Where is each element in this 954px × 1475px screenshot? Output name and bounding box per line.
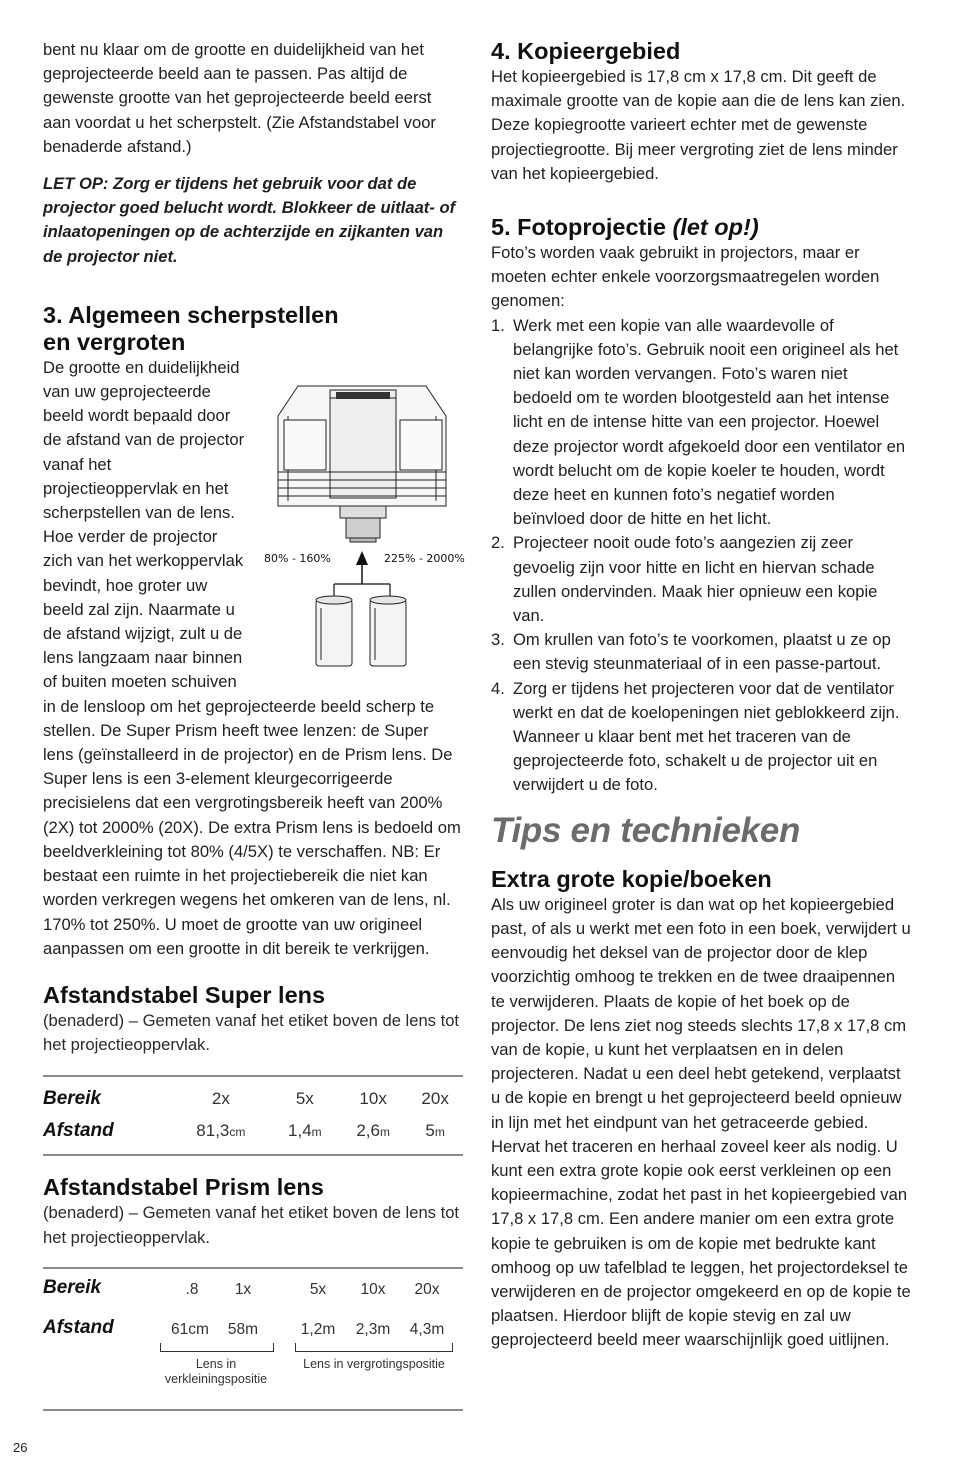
warning-paragraph: LET OP: Zorg er tijdens het gebruik voor dat de projector goed belucht wordt. Blokkeer de uitlaat- of inlaatopeningen op de achterzijde en zijkanten van de projector niet. <box>43 174 456 266</box>
prism-range-cell: 1x <box>234 1280 252 1298</box>
caption-enlargement: Lens in vergrotingspositie <box>303 1356 445 1371</box>
super-distance-cell: 5m <box>425 1121 445 1141</box>
section-3-body: De grootte en duidelijkheid van uw geprojecteerde beeld wordt bepaald door de afstand van de projector vanaf het projectieoppervlak en het scherpstellen van de lens. Hoe verder de projector zich van het werkoppervlak bevindt, hoe groter uw beeld zal zijn. Naarmate u de afstand wijzigt, zult u de lens langzaam naar binnen of buiten moeten schuiven in de lensloop om het geprojecteerde beeld scherp te stellen. De Super Prism heeft twee lenzen: de Super lens (geïnstalleerd in de projector) en de Prism lens. De Super lens is een 3-element kleurgecorrigeerde precisielens dat een vergrotingsbereik heeft van 200% (2X) tot 2000% (20X). De extra Prism lens is bedoeld om beeldverkleining tot 80% (4/5X) te verschaffen. NB: Er bestaat een ruimte in het projectiebereik die niet kan worden verkregen wegens het omkeren van de lens, nl. 170% tot 250%. U moet de grootte van uw origineel aanpassen om een grootte in dit bereik te verkrijgen. <box>43 357 461 958</box>
super-range-cell: 5x <box>295 1089 314 1109</box>
list-item: 3. Om krullen van foto’s te voorkomen, plaatst u ze op een stevig steunmateriaal of in een passe-partout. <box>491 630 891 674</box>
page-number: 26 <box>13 1440 28 1455</box>
prism-table-subtitle: (benaderd) – Gemeten vanaf het etiket boven de lens tot het projectieoppervlak. <box>43 1203 460 1247</box>
list-item: 4. Zorg er tijdens het projecteren voor dat de ventilator werkt en dat de koelopeningen niet geblokkeerd zijn. Wanneer u klaar bent met het traceren van de geprojecteerde foto, schakelt u de projector uit en verwijdert u de foto. <box>491 678 900 795</box>
super-distance-cell: 2,6m <box>356 1121 390 1141</box>
figure-label-reduction: 80% - 160% <box>264 551 331 565</box>
left-column <box>43 38 463 1411</box>
tips-title: Tips en technieken <box>491 810 801 850</box>
section-3-heading <box>43 302 463 356</box>
section-5-heading: 5. Fotoprojectie (let op!) <box>491 214 759 241</box>
super-range-cell: 2x <box>211 1089 230 1109</box>
prism-distance-cell: 1,2m <box>300 1320 336 1338</box>
super-row-label-distance: Afstand <box>43 1120 114 1142</box>
super-distance-cell: 1,4m <box>288 1121 322 1141</box>
projector-lens-figure <box>258 376 468 672</box>
logo-label-plate <box>336 392 390 399</box>
extra-large-heading: Extra grote kopie/boeken <box>491 865 772 892</box>
caption-reduction: Lens in verkleiningspositie <box>164 1356 268 1386</box>
section-3-heading-line2: en vergroten <box>43 328 186 355</box>
prism-table-heading: Afstandstabel Prism lens <box>43 1174 324 1201</box>
list-item: 1. Werk met een kopie van alle waardevolle of belangrijke foto’s. Gebruik nooit een origineel als het niet kan worden vervangen. Foto’s waren niet bedoeld om te worden blootgesteld aan het intense licht en de intense hitte van een projector. Hoewel deze projector wordt afgekoeld door een ventilator en wordt belucht om de kopie koeler te houden, wordt deze heet en kunnen foto’s negatief worden beïnvloed door de hitte en het licht. <box>491 315 906 529</box>
super-lens-table <box>43 1075 463 1156</box>
section-4-body: Het kopieergebied is 17,8 cm x 17,8 cm. Dit geeft de maximale grootte van de kopie aan die de lens kan zien. Deze kopiegrootte varieert echter met de gewenste projectiegrootte. Bij meer vergroting ziet de lens minder van het kopieergebied. <box>491 67 906 183</box>
section-3-heading-line1: 3. Algemeen scherpstellen <box>43 301 339 328</box>
prism-distance-cell: 58m <box>227 1320 259 1338</box>
prism-row-label-range: Bereik <box>43 1276 102 1298</box>
section-3-body-wrap <box>43 356 463 961</box>
prism-row-label-distance: Afstand <box>43 1316 114 1338</box>
bracket-enlargement <box>295 1343 453 1352</box>
prism-range-cell: .8 <box>185 1280 199 1298</box>
super-table-heading: Afstandstabel Super lens <box>43 981 326 1008</box>
prism-lens-table <box>43 1267 463 1411</box>
prism-distance-cell: 4,3m <box>409 1320 445 1338</box>
list-item: 2. Projecteer nooit oude foto’s aangezien zij zeer gevoelig zijn voor hitte en licht en hiervan schade zullen ondervinden. Maak hier opnieuw een kopie van. <box>491 533 878 626</box>
figure-label-enlargement: 225% - 2000% <box>384 551 465 565</box>
right-column <box>491 38 911 1353</box>
prism-range-cell: 20x <box>414 1280 440 1298</box>
super-range-cell: 10x <box>359 1089 387 1109</box>
intro-paragraph: bent nu klaar om de grootte en duidelijkheid van het geprojecteerde beeld aan te passen. Pas altijd de gewenste grootte van het geprojecteerde beeld eerst aan voordat u het scherpstelt. (Zie Afstandstabel voor benaderde afstand.) <box>43 40 436 156</box>
projector-illustration <box>258 376 468 672</box>
super-range-cell: 20x <box>421 1089 449 1109</box>
super-table-row-distance <box>43 1114 463 1155</box>
extra-large-body: Als uw origineel groter is dan wat op het kopieergebied past, of als u werkt met een foto in een boek, verwijdert u eenvoudig het deksel van de projector door de klep voorzichtig omhoog te trekken en de twee draaipennen te verwijderen. Plaats de kopie of het boek op de projector. De lens ziet nog steeds slechts 17,8 x 17,8 cm van de kopie, u kunt het verplaatsen en in delen projecteren. Nadat u een deel hebt getekend, verplaatst u de kopie en brengt u het geprojecteerd beeld opnieuw in lijn met het eindpunt van het getraceerde gebied. Hervat het traceren en herhaal zoveel keer als nodig. U kunt een extra grote kopie ook eerst verkleinen op een kopieermachine, zodat het past in het kopieergebied van 17,8 x 17,8 cm. Een andere manier om een extra grote kopie te gebruiken is om de kopie met bedrukte kant omhoog op uw tafelblad te leggen, het projectordeksel te verwijderen en de projector omgekeerd en op de kopie te plaatsen. Hierdoor blijft de kopie stevig en zal uw geprojecteerd beeld meer waarschijnlijk goed uitlijnen. <box>491 894 911 1350</box>
section-5-intro: Foto’s worden vaak gebruikt in projectors, maar er moeten echter enkele voorzorgsmaatregelen worden genomen: <box>491 243 880 311</box>
super-row-label-range: Bereik <box>43 1088 102 1110</box>
prism-range-cell: 10x <box>360 1280 386 1298</box>
super-table-row-range <box>43 1076 463 1114</box>
super-table-subtitle: (benaderd) – Gemeten vanaf het etiket boven de lens tot het projectieoppervlak. <box>43 1010 460 1055</box>
photo-precautions-list <box>491 314 911 798</box>
bracket-reduction <box>160 1343 274 1352</box>
prism-range-cell: 5x <box>309 1280 327 1298</box>
prism-distance-cell: 61cm <box>171 1320 209 1338</box>
section-4-heading: 4. Kopieergebied <box>491 38 681 64</box>
super-distance-cell: 81,3cm <box>196 1121 246 1141</box>
prism-distance-cell: 2,3m <box>355 1320 391 1338</box>
